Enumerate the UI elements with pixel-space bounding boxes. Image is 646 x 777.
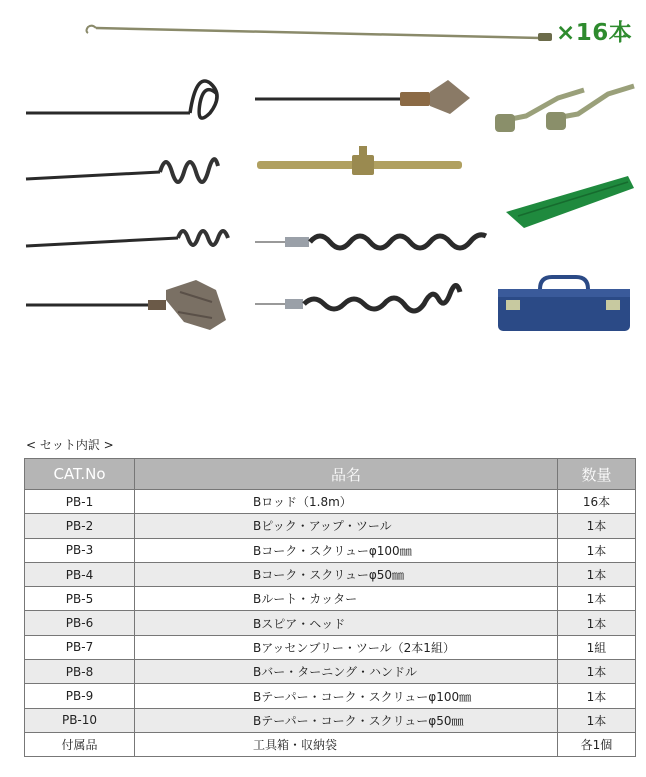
name-cell: Bコーク・スクリューφ100㎜ xyxy=(135,538,558,562)
column-header-qty: 数量 xyxy=(558,459,636,490)
name-cell: Bロッド（1.8m） xyxy=(135,490,558,514)
cork-screw-100-image xyxy=(26,159,218,182)
table-row xyxy=(25,490,636,514)
assembly-handle-image xyxy=(257,146,462,175)
taper-corkscrew-100-image xyxy=(255,235,486,248)
cat-cell: PB-4 xyxy=(25,562,135,586)
table-row xyxy=(25,611,636,635)
qty-cell: 1本 xyxy=(558,611,636,635)
qty-cell: 1本 xyxy=(558,708,636,732)
table-row xyxy=(25,708,636,732)
table-row xyxy=(25,684,636,708)
rod-image xyxy=(87,26,553,41)
qty-cell: 1本 xyxy=(558,660,636,684)
cat-cell: PB-1 xyxy=(25,490,135,514)
name-cell: Bピック・アップ・ツール xyxy=(135,514,558,538)
table-row xyxy=(25,514,636,538)
name-cell: Bテーパー・コーク・スクリューφ50㎜ xyxy=(135,708,558,732)
root-cutter-image xyxy=(26,280,226,330)
table-row xyxy=(25,538,636,562)
cat-cell: PB-3 xyxy=(25,538,135,562)
rod-count-label: ×16本 xyxy=(556,20,633,46)
table-header-row xyxy=(25,459,636,490)
spear-head-image xyxy=(255,80,470,114)
cat-cell: PB-10 xyxy=(25,708,135,732)
table-row xyxy=(25,660,636,684)
cat-cell: PB-8 xyxy=(25,660,135,684)
qty-cell: 1本 xyxy=(558,684,636,708)
name-cell: Bアッセンブリー・ツール（2本1組） xyxy=(135,635,558,659)
qty-cell: 各1個 xyxy=(558,732,636,756)
name-cell: Bスピア・ヘッド xyxy=(135,611,558,635)
section-title: < セット内訳 > xyxy=(26,438,114,452)
cat-cell: PB-2 xyxy=(25,514,135,538)
name-cell: Bコーク・スクリューφ50㎜ xyxy=(135,562,558,586)
qty-cell: 16本 xyxy=(558,490,636,514)
cork-screw-50-image xyxy=(26,231,228,246)
qty-cell: 1本 xyxy=(558,587,636,611)
table-row xyxy=(25,587,636,611)
name-cell: Bルート・カッター xyxy=(135,587,558,611)
column-header-name: 品名 xyxy=(135,459,558,490)
name-cell: 工具箱・収納袋 xyxy=(135,732,558,756)
parts-table xyxy=(24,458,636,757)
name-cell: Bバー・ターニング・ハンドル xyxy=(135,660,558,684)
table-row xyxy=(25,732,636,756)
table-row xyxy=(25,635,636,659)
pick-up-tool-image xyxy=(26,81,217,118)
name-cell: Bテーパー・コーク・スクリューφ100㎜ xyxy=(135,684,558,708)
table-row xyxy=(25,562,636,586)
cat-cell: PB-5 xyxy=(25,587,135,611)
qty-cell: 1本 xyxy=(558,514,636,538)
cat-cell: PB-7 xyxy=(25,635,135,659)
tool-box-image xyxy=(498,277,630,331)
cat-cell: 付属品 xyxy=(25,732,135,756)
qty-cell: 1組 xyxy=(558,635,636,659)
cat-cell: PB-9 xyxy=(25,684,135,708)
taper-corkscrew-50-image xyxy=(255,285,460,311)
column-header-cat: CAT.No xyxy=(25,459,135,490)
storage-bag-image xyxy=(506,176,634,228)
turning-handle-image xyxy=(495,86,634,132)
cat-cell: PB-6 xyxy=(25,611,135,635)
qty-cell: 1本 xyxy=(558,562,636,586)
qty-cell: 1本 xyxy=(558,538,636,562)
